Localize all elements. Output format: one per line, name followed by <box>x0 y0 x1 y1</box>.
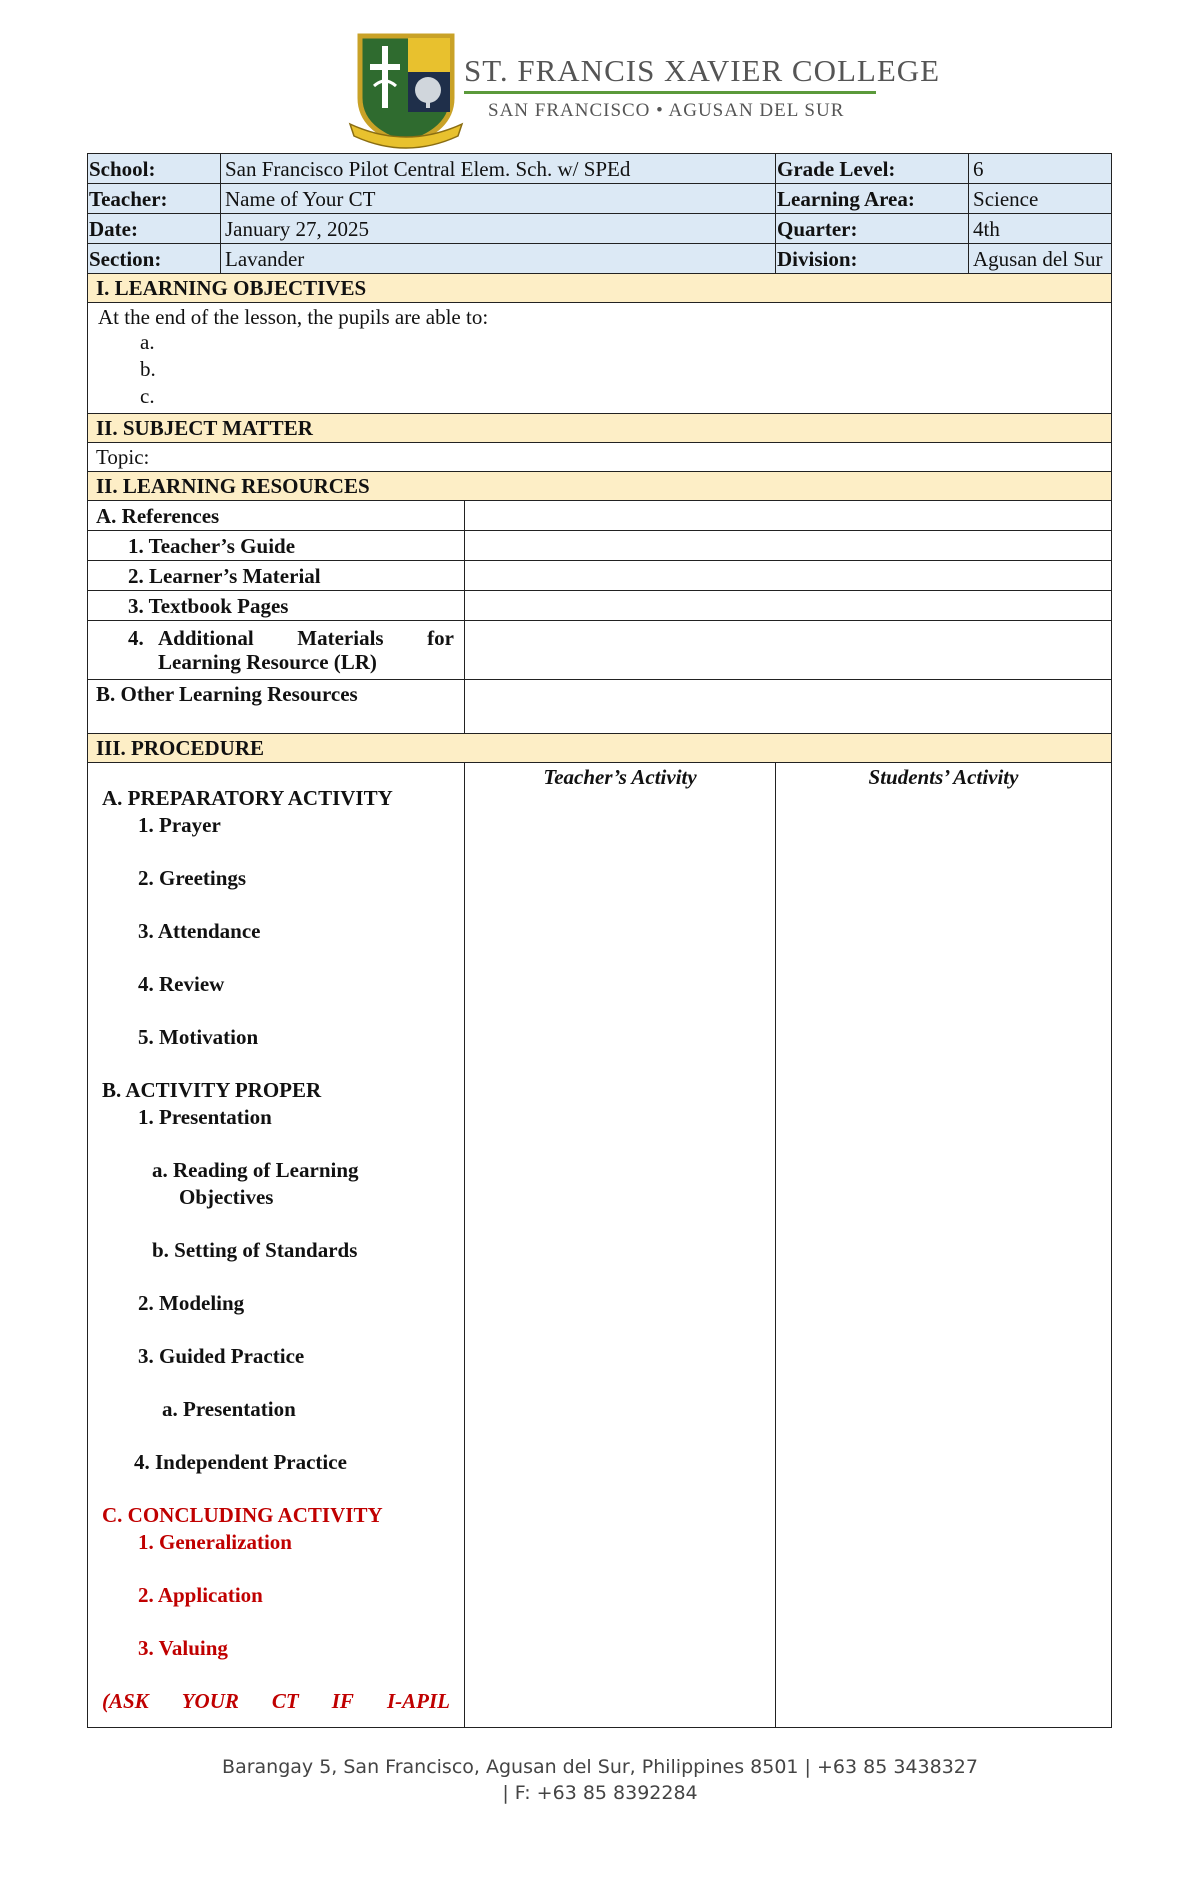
objectives-row <box>88 303 1112 414</box>
reference-value[interactable] <box>465 591 1112 621</box>
learning-area-label: Learning Area: <box>776 184 969 214</box>
footer-fax: | F: +63 85 8392284 <box>502 1782 698 1804</box>
step-setting-standards: b. Setting of Standards <box>152 1238 358 1262</box>
ask-word: CT <box>271 1689 299 1713</box>
preparatory-activity-heading: A. PREPARATORY ACTIVITY <box>102 786 393 810</box>
ask-word: IF <box>331 1689 354 1713</box>
other-resources-label: B. Other Learning Resources <box>88 680 465 734</box>
step-reading-objectives: a. Reading of Learning <box>152 1158 359 1182</box>
quarter-label: Quarter: <box>776 214 969 244</box>
objectives-heading: I. LEARNING OBJECTIVES <box>88 274 1112 303</box>
step-valuing: 3. Valuing <box>138 1636 228 1660</box>
objectives-intro: At the end of the lesson, the pupils are able to: <box>98 305 489 329</box>
step-guided-presentation: a. Presentation <box>162 1397 296 1421</box>
step-independent-practice: 4. Independent Practice <box>134 1450 347 1474</box>
ask-word: YOUR <box>181 1689 239 1713</box>
info-row-date <box>88 214 1112 244</box>
students-activity-heading: Students’ Activity <box>868 765 1019 789</box>
page-footer <box>0 1754 1200 1806</box>
info-row-school <box>88 154 1112 184</box>
step-application: 2. Application <box>138 1583 263 1607</box>
college-seal-logo <box>346 28 466 150</box>
info-row-teacher <box>88 184 1112 214</box>
section-value[interactable]: Lavander <box>221 244 776 274</box>
teacher-label: Teacher: <box>88 184 221 214</box>
subject-matter-heading: II. SUBJECT MATTER <box>88 414 1112 443</box>
procedure-steps <box>92 763 460 1715</box>
grade-level-value[interactable]: 6 <box>969 154 1112 184</box>
objective-item[interactable]: c. <box>140 384 155 408</box>
references-row <box>88 501 1112 531</box>
subject-heading-row <box>88 414 1112 443</box>
objectives-heading-row <box>88 274 1112 303</box>
reference-label: 3. Textbook Pages <box>88 591 465 621</box>
school-label: School: <box>88 154 221 184</box>
step-modeling: 2. Modeling <box>138 1291 245 1315</box>
objectives-list <box>98 329 1101 410</box>
quarter-value[interactable]: 4th <box>969 214 1112 244</box>
section-label: Section: <box>88 244 221 274</box>
step-reading-objectives-cont: Objectives <box>179 1185 274 1209</box>
college-name: ST. FRANCIS XAVIER COLLEGE <box>464 53 941 88</box>
teachers-activity-cell[interactable] <box>465 763 776 1728</box>
date-value[interactable]: January 27, 2025 <box>221 214 776 244</box>
procedure-heading: III. PROCEDURE <box>88 734 1112 763</box>
reference-row-textbook-pages <box>88 591 1112 621</box>
footer-address: Barangay 5, San Francisco, Agusan del Sur, Philippines 8501 | +63 85 3438327 <box>222 1756 978 1778</box>
topic-row <box>88 443 1112 472</box>
resources-heading-row <box>88 472 1112 501</box>
reference-value[interactable] <box>465 531 1112 561</box>
grade-level-label: Grade Level: <box>776 154 969 184</box>
prep-item-attendance: 3. Attendance <box>138 919 261 943</box>
references-value[interactable] <box>465 501 1112 531</box>
topic-cell[interactable]: Topic: <box>88 443 1112 472</box>
college-location: SAN FRANCISCO • AGUSAN DEL SUR <box>488 100 845 121</box>
step-guided-practice: 3. Guided Practice <box>138 1344 305 1368</box>
prep-item-review: 4. Review <box>138 972 225 996</box>
other-resources-value[interactable] <box>465 680 1112 734</box>
school-value[interactable]: San Francisco Pilot Central Elem. Sch. w/ SPEd <box>221 154 776 184</box>
learning-area-value[interactable]: Science <box>969 184 1112 214</box>
prep-item-motivation: 5. Motivation <box>138 1025 259 1049</box>
ask-word: (ASK <box>102 1689 149 1713</box>
other-resources-row <box>88 680 1112 734</box>
additional-number: 4. <box>128 626 144 650</box>
references-label: A. References <box>88 501 465 531</box>
division-value[interactable]: Agusan del Sur <box>969 244 1112 274</box>
concluding-activity-heading: C. CONCLUDING ACTIVITY <box>102 1503 383 1527</box>
objective-item[interactable]: a. <box>140 330 155 354</box>
reference-value[interactable] <box>465 561 1112 591</box>
students-activity-cell[interactable] <box>776 763 1112 1728</box>
lesson-plan-table <box>87 153 1112 1728</box>
teachers-activity-heading: Teacher’s Activity <box>543 765 697 789</box>
step-presentation: 1. Presentation <box>138 1105 272 1129</box>
reference-row-learners-material <box>88 561 1112 591</box>
letterhead <box>346 28 941 156</box>
procedure-row <box>88 763 1112 1728</box>
activity-proper-heading: B. ACTIVITY PROPER <box>102 1078 322 1102</box>
reference-label-additional <box>88 621 465 680</box>
date-label: Date: <box>88 214 221 244</box>
learning-resources-heading: II. LEARNING RESOURCES <box>88 472 1112 501</box>
prep-item-greetings: 2. Greetings <box>138 866 247 890</box>
objective-item[interactable]: b. <box>140 357 156 381</box>
objectives-cell[interactable] <box>88 303 1112 414</box>
teacher-value[interactable]: Name of Your CT <box>221 184 776 214</box>
procedure-heading-row <box>88 734 1112 763</box>
reference-value[interactable] <box>465 621 1112 680</box>
step-generalization: 1. Generalization <box>138 1530 292 1554</box>
info-row-section <box>88 244 1112 274</box>
header-divider <box>464 91 876 94</box>
reference-label: 1. Teacher’s Guide <box>88 531 465 561</box>
division-label: Division: <box>776 244 969 274</box>
reference-row-teachers-guide <box>88 531 1112 561</box>
ask-word: I-APIL <box>386 1689 450 1713</box>
reference-row-additional <box>88 621 1112 680</box>
procedure-steps-cell <box>88 763 465 1728</box>
college-name-block <box>464 53 941 122</box>
ask-ct-note <box>102 1688 460 1715</box>
additional-text: Additional Materials for Learning Resource (LR) <box>158 626 454 674</box>
prep-item-prayer: 1. Prayer <box>138 813 221 837</box>
reference-label: 2. Learner’s Material <box>88 561 465 591</box>
